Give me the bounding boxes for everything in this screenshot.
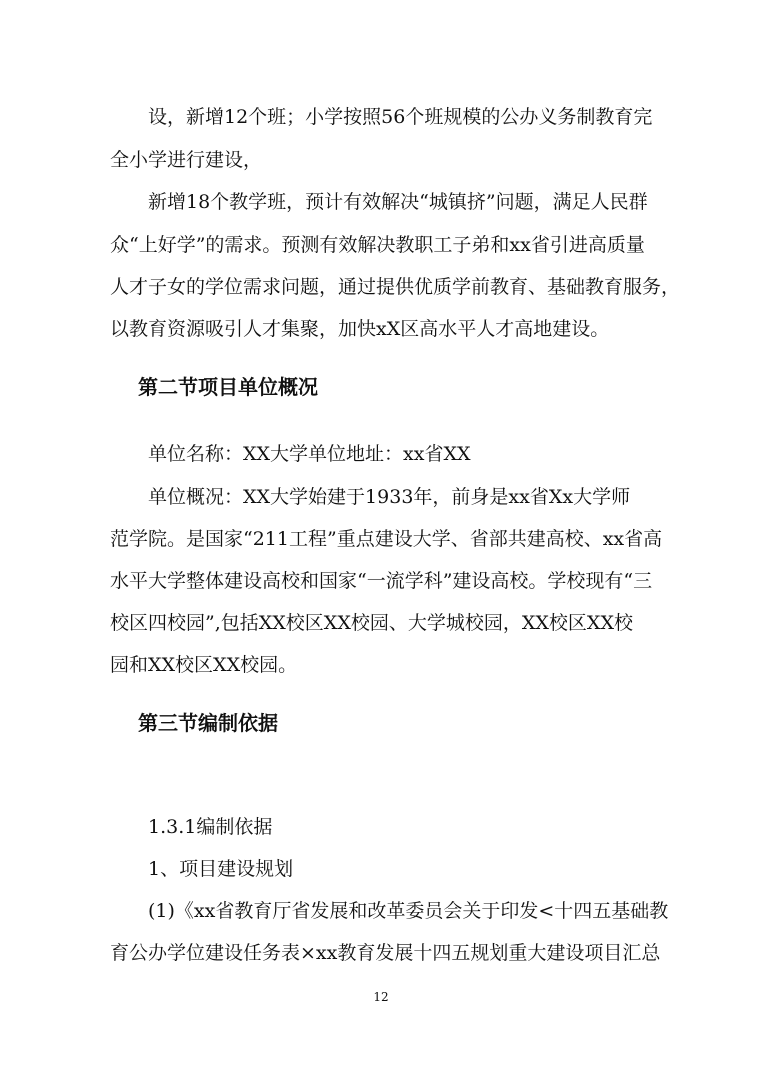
page-number: 12 <box>373 990 389 1004</box>
paragraph-line: 范学院。是国家“211工程”重点建设大学、省部共建高校、xx省高 <box>110 528 663 550</box>
paragraph-line: 单位名称：XX大学单位地址：xx省XX <box>148 443 471 465</box>
paragraph-line: 1.3.1编制依据 <box>148 816 273 838</box>
section-heading: 第三节编制依据 <box>138 711 278 735</box>
paragraph-line: 水平大学整体建设高校和国家“一流学科”建设高校。学校现有“三 <box>110 570 653 592</box>
paragraph-line: 全小学进行建设， <box>110 149 263 171</box>
paragraph-line: 校区四校园”,包括XX校区XX校园、大学城校园，XX校区XX校 <box>110 612 633 634</box>
paragraph-line: 1、项目建设规划 <box>148 858 294 880</box>
paragraph-line: 众“上好学”的需求。预测有效解决教职工子弟和xx省引进高质量 <box>110 234 645 256</box>
paragraph-line: (1)《xx省教育厅省发展和改革委员会关于印发<十四五基础教 <box>148 900 669 922</box>
paragraph-line: 育公办学位建设任务表×xx教育发展十四五规划重大建设项目汇总 <box>110 942 661 964</box>
paragraph-line: 以教育资源吸引人才集聚，加快xX区高水平人才高地建设。 <box>110 318 610 340</box>
section-heading: 第二节项目单位概况 <box>138 375 318 399</box>
paragraph-line: 人才子女的学位需求问题，通过提供优质学前教育、基础教育服务， <box>110 276 681 298</box>
paragraph-line: 单位概况：XX大学始建于1933年，前身是xx省Xx大学师 <box>148 486 631 508</box>
paragraph-line: 设，新增12个班；小学按照56个班规模的公办义务制教育完 <box>148 106 653 128</box>
paragraph-line: 园和XX校区XX校园。 <box>110 654 298 676</box>
paragraph-line: 新增18个教学班，预计有效解决“城镇挤”问题，满足人民群 <box>148 191 648 213</box>
